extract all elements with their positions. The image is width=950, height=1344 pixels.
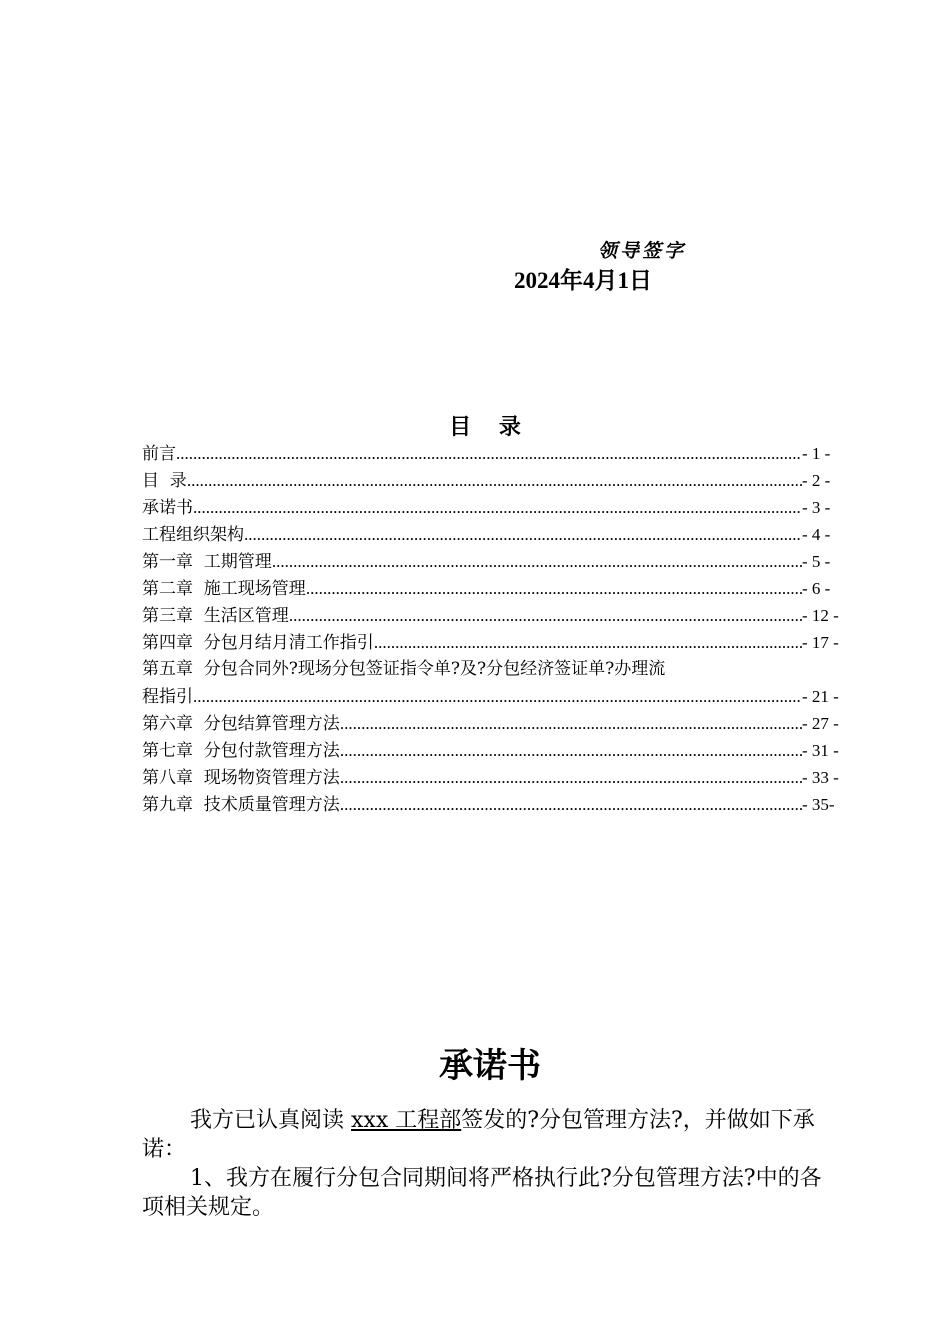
toc-entry-label: 第三章 生活区管理 bbox=[142, 606, 289, 626]
toc-leader-dots bbox=[176, 440, 802, 467]
toc-leader-dots bbox=[340, 764, 802, 791]
toc-leader-dots bbox=[244, 521, 802, 548]
table-of-contents bbox=[142, 440, 842, 818]
toc-entry[interactable] bbox=[142, 737, 842, 764]
toc-entry[interactable] bbox=[142, 629, 842, 656]
toc-entry[interactable] bbox=[142, 494, 842, 521]
toc-entry-label: 第九章 技术质量管理方法 bbox=[142, 795, 340, 815]
promise-body bbox=[142, 1106, 842, 1222]
toc-entry[interactable] bbox=[142, 764, 842, 791]
toc-leader-dots bbox=[187, 467, 802, 494]
toc-entry-label: 目 录 bbox=[142, 471, 187, 491]
toc-entry-label: 工程组织架构 bbox=[142, 525, 244, 545]
toc-entry[interactable] bbox=[142, 710, 842, 737]
toc-entry-label: 第一章 工期管理 bbox=[142, 552, 272, 572]
toc-leader-dots bbox=[289, 602, 802, 629]
toc-leader-dots bbox=[193, 683, 802, 710]
toc-leader-dots bbox=[340, 791, 802, 818]
toc-entry-label: 第五章 分包合同外?现场分包签证指令单?及?分包经济签证单?办理流 bbox=[142, 659, 666, 679]
toc-entry-label: 第二章 施工现场管理 bbox=[142, 579, 306, 599]
toc-leader-dots bbox=[374, 629, 802, 656]
leader-signature: 领导签字 bbox=[598, 240, 687, 262]
toc-entry-page: - 33 - bbox=[802, 768, 839, 787]
toc-entry[interactable] bbox=[142, 548, 842, 575]
toc-entry-page: - 6 - bbox=[802, 579, 831, 598]
toc-leader-dots bbox=[340, 710, 802, 737]
toc-entry-page: - 21 - bbox=[802, 687, 839, 706]
toc-entry-label: 第四章 分包月结月清工作指引 bbox=[142, 633, 374, 653]
toc-entry-label: 承诺书 bbox=[142, 498, 193, 518]
toc-entry[interactable] bbox=[142, 521, 842, 548]
toc-entry-page: - 2 - bbox=[802, 471, 831, 490]
toc-entry[interactable] bbox=[142, 791, 842, 818]
promise-p1-after: 签发的?分包管理方法?，并做如下承诺： bbox=[142, 1108, 815, 1162]
toc-entry-wrapped-line[interactable] bbox=[142, 656, 842, 683]
toc-entry-label: 前言 bbox=[142, 444, 176, 464]
toc-title: 目 录 bbox=[449, 414, 531, 440]
signature-date: 2024年4月1日 bbox=[514, 268, 652, 293]
toc-entry[interactable] bbox=[142, 575, 842, 602]
toc-entry[interactable] bbox=[142, 683, 842, 710]
toc-entry-label: 程指引 bbox=[142, 687, 193, 707]
toc-entry-page: - 31 - bbox=[802, 741, 839, 760]
toc-entry-label: 第八章 现场物资管理方法 bbox=[142, 768, 340, 788]
promise-paragraph-2: 1、我方在履行分包合同期间将严格执行此?分包管理方法?中的各项相关规定。 bbox=[142, 1166, 822, 1220]
toc-entry[interactable] bbox=[142, 602, 842, 629]
toc-leader-dots bbox=[306, 575, 802, 602]
toc-entry-page: - 27 - bbox=[802, 714, 839, 733]
toc-entry-page: - 4 - bbox=[802, 525, 831, 544]
department-link[interactable]: xxx 工程部 bbox=[351, 1108, 462, 1133]
toc-entry-page: - 3 - bbox=[802, 498, 831, 517]
toc-entry-page: - 12 - bbox=[802, 606, 839, 625]
toc-leader-dots bbox=[340, 737, 802, 764]
toc-leader-dots bbox=[193, 494, 802, 521]
toc-entry-page: - 1 - bbox=[802, 444, 831, 463]
toc-entry-page: - 35- bbox=[802, 795, 835, 814]
toc-entry-page: - 17 - bbox=[802, 633, 839, 652]
toc-entry[interactable] bbox=[142, 440, 842, 467]
toc-entry-label: 第七章 分包付款管理方法 bbox=[142, 741, 340, 761]
toc-entry[interactable] bbox=[142, 467, 842, 494]
promise-p1-before: 我方已认真阅读 bbox=[190, 1108, 351, 1133]
promise-paragraph-1 bbox=[142, 1106, 842, 1164]
toc-entry-label: 第六章 分包结算管理方法 bbox=[142, 714, 340, 734]
toc-entry-page: - 5 - bbox=[802, 552, 831, 571]
promise-title: 承诺书 bbox=[439, 1046, 541, 1086]
toc-leader-dots bbox=[272, 548, 802, 575]
